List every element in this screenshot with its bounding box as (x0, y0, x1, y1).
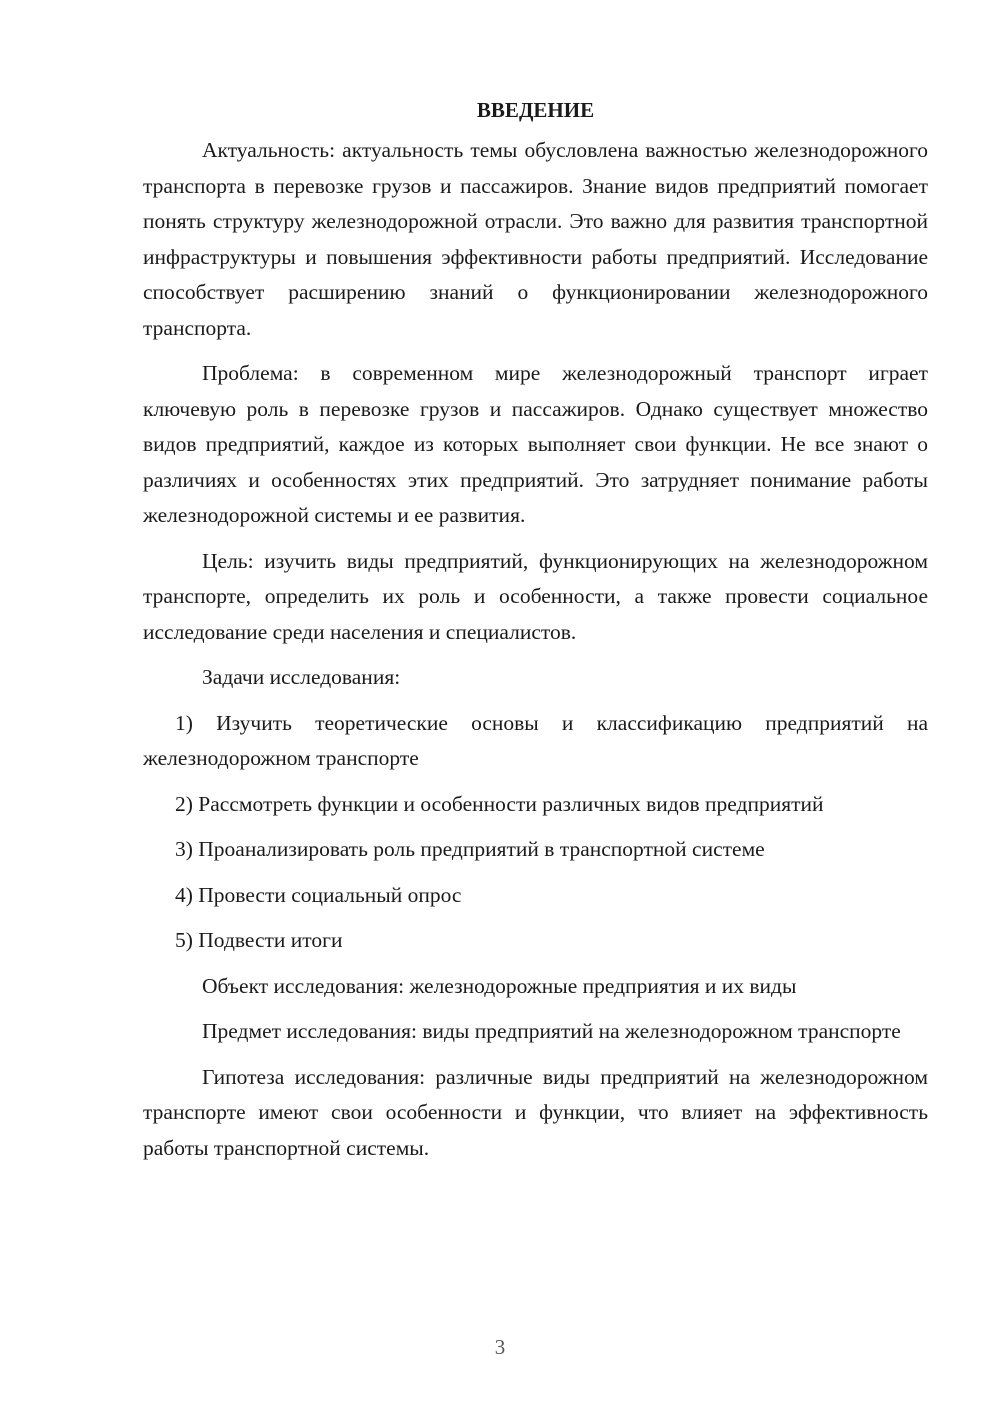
tasks-title: Задачи исследования: (202, 665, 401, 689)
tasks-list (143, 706, 928, 959)
list-item: 2) Рассмотреть функции и особенности различных видов предприятий (175, 791, 824, 816)
page-number: 3 (494, 1335, 506, 1359)
list-item: 4) Провести социальный опрос (175, 882, 462, 907)
list-item: 5) Подвести итоги (175, 928, 343, 952)
page-content (143, 93, 928, 1176)
paragraph-goal: Цель: изучить виды предприятий, функционирующих на железнодорожном транспорте, определить их роль и особенности, а также провести социальное исследование среди населения и специалистов. (143, 548, 928, 644)
list-item: 3) Проанализировать роль предприятий в транспортной системе (175, 837, 765, 861)
paragraph-subject: Предмет исследования: виды предприятий на железнодорожном транспорте (202, 1019, 901, 1043)
paragraph-problem: Проблема: в современном мире железнодорожный транспорт играет ключевую роль в перевозке грузов и пассажиров. Однако существует множество видов предприятий, каждое из которых выполняет свои функции. Не все знают о различиях и особенностях этих предприятий. Это затрудняет понимание работы железнодорожной системы и ее развития. (143, 361, 928, 527)
page-title: ВВЕДЕНИЕ (476, 98, 595, 122)
paragraph-relevance: Актуальность: актуальность темы обусловлена важностью железнодорожного транспорта в перевозке грузов и пассажиров. Знание видов предприятий помогает понять структуру железнодорожной отрасли. Это важно для развития транспортной инфраструктуры и повышения эффективности работы предприятий. Исследование способствует расширению знаний о функционировании железнодорожного транспорта. (143, 138, 928, 340)
list-item: 1) Изучить теоретические основы и классификацию предприятий на железнодорожном транспорте (143, 710, 928, 770)
paragraph-object: Объект исследования: железнодорожные предприятия и их виды (202, 973, 797, 998)
paragraph-hypothesis: Гипотеза исследования: различные виды предприятий на железнодорожном транспорте имеют свои особенности и функции, что влияет на эффективность работы транспортной системы. (143, 1064, 928, 1160)
